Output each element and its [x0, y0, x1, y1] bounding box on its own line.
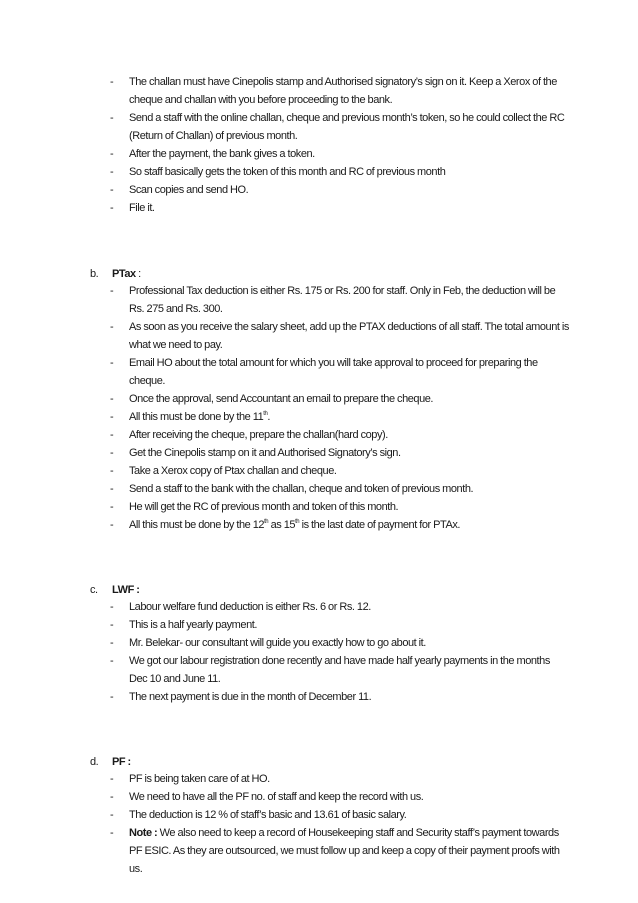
dash-bullet: - — [110, 519, 114, 531]
dash-bullet: - — [110, 809, 114, 821]
dash-bullet: - — [110, 202, 114, 214]
list-item-text: Email HO about the total amount for which you will take approval to proceed for preparing the cheque. — [129, 357, 538, 387]
dash-bullet: - — [110, 791, 114, 803]
section-heading — [90, 583, 139, 597]
dash-bullet: - — [110, 501, 114, 513]
dash-bullet: - — [110, 773, 114, 785]
list-item-text: The challan must have Cinepolis stamp and Authorised signatory’s sign on it. Keep a Xerox of the cheque and challan with you before proceeding to the bank. — [129, 76, 557, 106]
dash-bullet: - — [110, 166, 114, 178]
text-run: is the last date of payment for PTAx. — [299, 519, 461, 531]
dash-bullet: - — [110, 655, 114, 667]
section-title: PTax — [112, 268, 136, 280]
dash-bullet: - — [110, 411, 114, 423]
section-heading — [90, 267, 141, 281]
text-run: as 15 — [268, 519, 296, 531]
superscript: th — [295, 519, 300, 525]
list-item-text: Get the Cinepolis stamp on it and Authorised Signatory’s sign. — [129, 447, 401, 459]
list-item-text: Labour welfare fund deduction is either Rs. 6 or Rs. 12. — [129, 601, 371, 613]
list-item-text — [129, 408, 569, 426]
dash-bullet: - — [110, 483, 114, 495]
section-title: LWF : — [112, 584, 140, 596]
list-item-text: He will get the RC of previous month and token of this month. — [129, 501, 399, 513]
superscript: th — [264, 519, 269, 525]
section-title: PF : — [112, 756, 131, 768]
section-letter: b. — [90, 268, 99, 280]
section-title-suffix: : — [135, 268, 141, 280]
dash-bullet: - — [110, 184, 114, 196]
list-item-text — [129, 516, 569, 534]
list-item-text: So staff basically gets the token of this month and RC of previous month — [129, 166, 446, 178]
text-run: All this must be done by the 11 — [129, 411, 264, 423]
dash-bullet: - — [110, 429, 114, 441]
dash-bullet: - — [110, 148, 114, 160]
dash-bullet: - — [110, 76, 114, 88]
list-item-text: File it. — [129, 202, 155, 214]
list-item-text: As soon as you receive the salary sheet, add up the PTAX deductions of all staff. The total amount is what we need to pay. — [129, 321, 569, 351]
list-item-text: Mr. Belekar- our consultant will guide you exactly how to go about it. — [129, 637, 426, 649]
dash-bullet: - — [110, 827, 114, 839]
dash-bullet: - — [110, 691, 114, 703]
list-item-text: The next payment is due in the month of December 11. — [129, 691, 372, 703]
list-item-text: Send a staff with the online challan, cheque and previous month’s token, so he could collect the RC (Return of Challan) of previous month. — [129, 112, 565, 142]
dash-bullet: - — [110, 637, 114, 649]
text-run: We also need to keep a record of Housekeeping staff and Security staff’s payment towards PF ESIC. As they are outsourced, we must follow up and keep a copy of their payment proofs with us. — [129, 827, 560, 875]
superscript: th — [263, 411, 268, 417]
dash-bullet: - — [110, 112, 114, 124]
dash-bullet: - — [110, 357, 114, 369]
section-letter: d. — [90, 756, 99, 768]
list-item-text: The deduction is 12 % of staff’s basic and 13.61 of basic salary. — [129, 809, 407, 821]
dash-bullet: - — [110, 393, 114, 405]
list-item-text: After receiving the cheque, prepare the challan(hard copy). — [129, 429, 388, 441]
dash-bullet: - — [110, 285, 114, 297]
list-item-text: PF is being taken care of at HO. — [129, 773, 270, 785]
note-label: Note : — [129, 827, 158, 839]
list-item-text: Take a Xerox copy of Ptax challan and cheque. — [129, 465, 337, 477]
text-run: All this must be done by the 12 — [129, 519, 265, 531]
section-heading — [90, 755, 131, 769]
list-item-text — [129, 824, 569, 878]
list-item-text: We got our labour registration done recently and have made half yearly payments in the months Dec 10 and June 11. — [129, 655, 550, 685]
list-item-text: Professional Tax deduction is either Rs. 175 or Rs. 200 for staff. Only in Feb, the deduction will be Rs. 275 and Rs. 300. — [129, 285, 556, 315]
dash-bullet: - — [110, 619, 114, 631]
list-item-text: Scan copies and send HO. — [129, 184, 249, 196]
list-item-text: Once the approval, send Accountant an email to prepare the cheque. — [129, 393, 434, 405]
list-item-text: This is a half yearly payment. — [129, 619, 257, 631]
dash-bullet: - — [110, 601, 114, 613]
section-letter: c. — [90, 584, 98, 596]
dash-bullet: - — [110, 465, 114, 477]
list-item-text: Send a staff to the bank with the challan, cheque and token of previous month. — [129, 483, 474, 495]
text-run: . — [267, 411, 270, 423]
list-item-text: We need to have all the PF no. of staff and keep the record with us. — [129, 791, 424, 803]
dash-bullet: - — [110, 321, 114, 333]
dash-bullet: - — [110, 447, 114, 459]
list-item-text: After the payment, the bank gives a token. — [129, 148, 315, 160]
